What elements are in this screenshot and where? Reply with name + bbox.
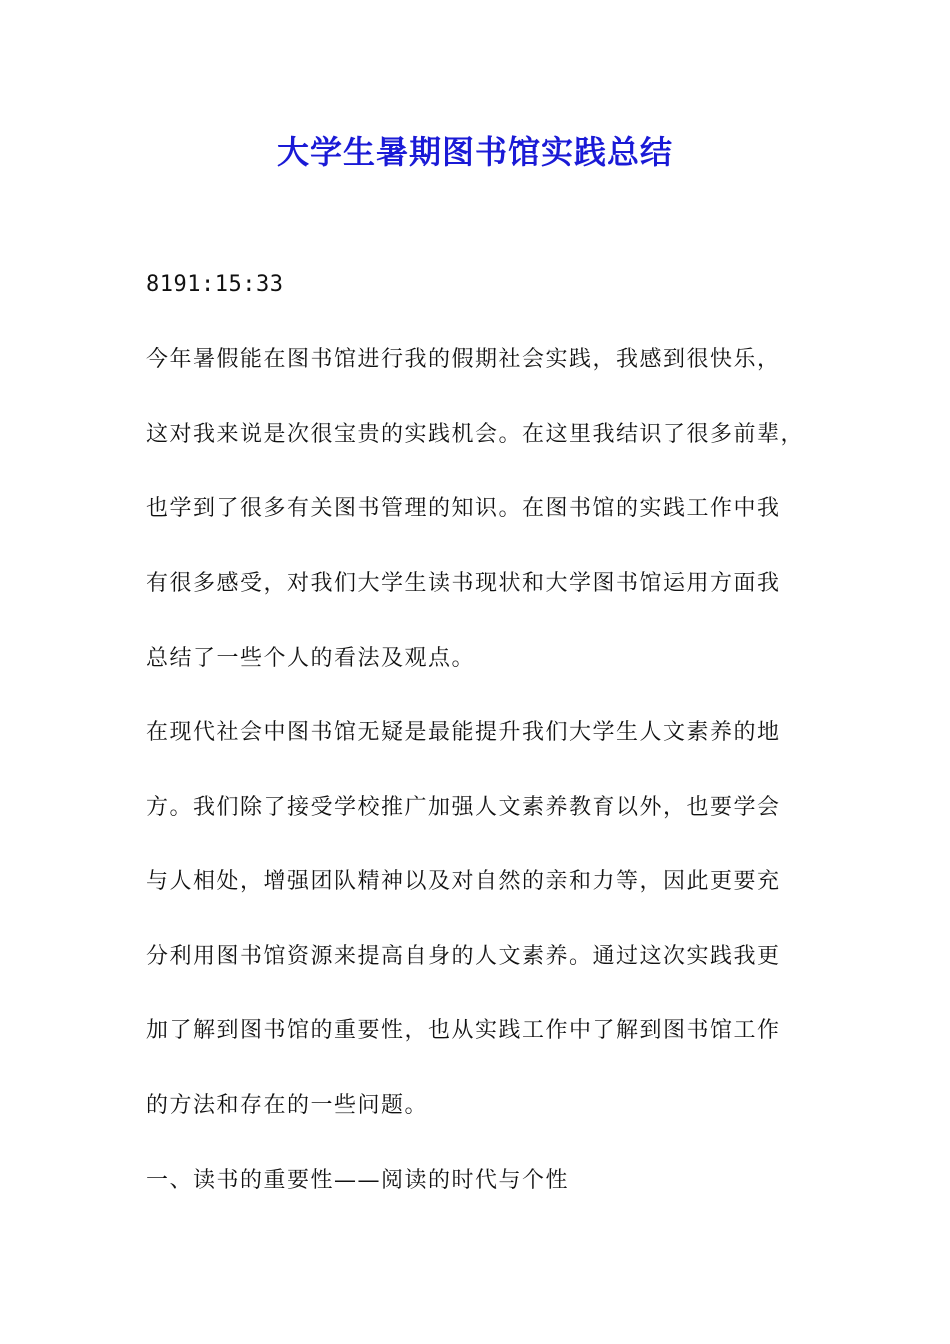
paragraph-line: 也学到了很多有关图书管理的知识。在图书馆的实践工作中我	[146, 496, 781, 521]
paragraph-line: 加了解到图书馆的重要性，也从实践工作中了解到图书馆工作	[146, 1018, 781, 1043]
document-title: 大学生暑期图书馆实践总结	[276, 133, 673, 171]
paragraph-line: 的方法和存在的一些问题。	[146, 1093, 429, 1118]
paragraph-line: 方。我们除了接受学校推广加强人文素养教育以外，也要学会	[146, 795, 781, 820]
timestamp-line: 8191:15:33	[146, 272, 284, 297]
paragraph-line: 有很多感受，对我们大学生读书现状和大学图书馆运用方面我	[146, 571, 781, 596]
paragraph-line: 分利用图书馆资源来提高自身的人文素养。通过这次实践我更	[146, 944, 781, 969]
paragraph-line: 今年暑假能在图书馆进行我的假期社会实践，我感到很快乐，	[146, 347, 781, 372]
section-heading: 一、读书的重要性——阅读的时代与个性	[146, 1168, 570, 1193]
paragraph-line: 与人相处，增强团队精神以及对自然的亲和力等，因此更要充	[146, 869, 781, 894]
paragraph-line: 在现代社会中图书馆无疑是最能提升我们大学生人文素养的地	[146, 720, 781, 745]
paragraph-line: 总结了一些个人的看法及观点。	[146, 646, 476, 671]
paragraph-line: 这对我来说是次很宝贵的实践机会。在这里我结识了很多前辈，	[146, 422, 805, 447]
